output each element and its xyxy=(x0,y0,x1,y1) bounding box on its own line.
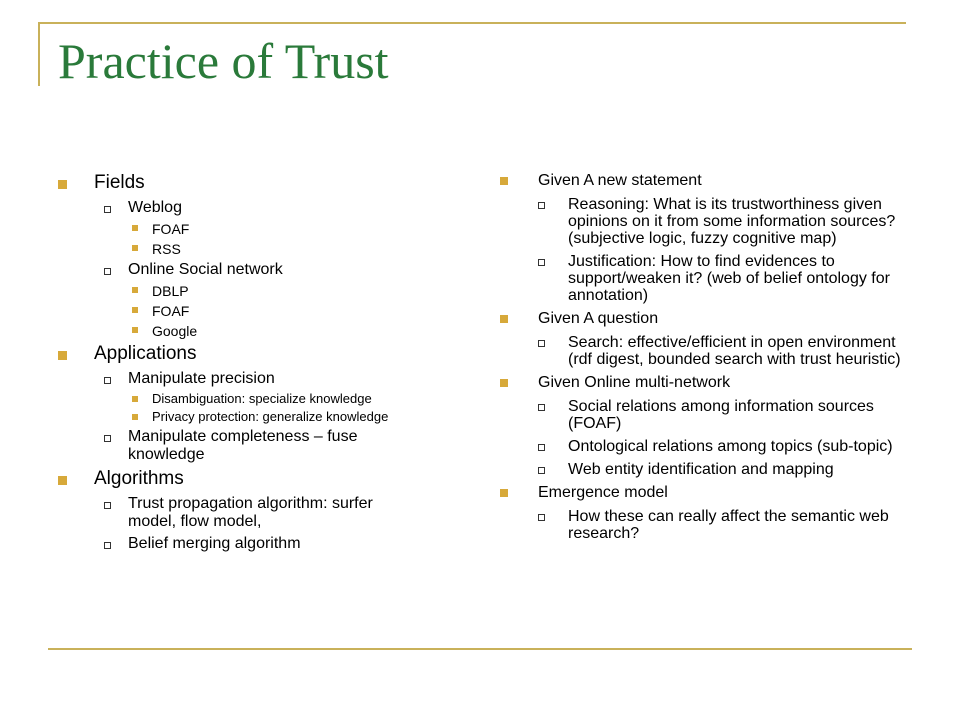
hollow-square-bullet-icon xyxy=(538,340,545,347)
hollow-square-bullet-icon xyxy=(104,542,111,549)
square-bullet-icon xyxy=(58,180,67,189)
sub-bullet-semantic-web: How these can really affect the semantic web research? xyxy=(496,508,916,542)
square-bullet-icon xyxy=(132,287,138,293)
bullet-fields: Fields xyxy=(58,172,418,194)
hollow-square-bullet-icon xyxy=(538,514,545,521)
left-rule xyxy=(38,22,40,86)
bullet-applications: Applications xyxy=(58,343,418,365)
sub-bullet-justification: Justification: How to find evidences to support/weaken it? (web of belief ontology for annotation) xyxy=(496,253,916,304)
sub-sub-bullet: FOAF xyxy=(58,221,418,237)
sub-sub-bullet: Privacy protection: generalize knowledge xyxy=(58,410,418,424)
sub-bullet-completeness: Manipulate completeness – fuse knowledge xyxy=(58,428,418,464)
sub-sub-bullet: FOAF xyxy=(58,303,418,319)
sub-bullet-entity-mapping: Web entity identification and mapping xyxy=(496,461,916,478)
sub-bullet-ontological-relations: Ontological relations among topics (sub-topic) xyxy=(496,438,916,455)
hollow-square-bullet-icon xyxy=(538,404,545,411)
sub-bullet-social-relations: Social relations among information sources (FOAF) xyxy=(496,398,916,432)
bullet-multi-network: Given Online multi-network xyxy=(496,374,916,392)
sub-bullet-social-network: Online Social network xyxy=(58,261,418,279)
sub-bullet-weblog: Weblog xyxy=(58,199,418,217)
square-bullet-icon xyxy=(132,225,138,231)
square-bullet-icon xyxy=(500,379,508,387)
hollow-square-bullet-icon xyxy=(538,467,545,474)
hollow-square-bullet-icon xyxy=(104,435,111,442)
slide-title: Practice of Trust xyxy=(58,33,389,89)
square-bullet-icon xyxy=(58,476,67,485)
right-column xyxy=(496,168,916,548)
bullet-new-statement: Given A new statement xyxy=(496,172,916,190)
square-bullet-icon xyxy=(132,327,138,333)
left-column xyxy=(58,168,418,557)
hollow-square-bullet-icon xyxy=(538,202,545,209)
hollow-square-bullet-icon xyxy=(538,444,545,451)
square-bullet-icon xyxy=(132,396,138,402)
sub-sub-bullet: RSS xyxy=(58,241,418,257)
sub-bullet-search: Search: effective/efficient in open environment (rdf digest, bounded search with trust heuristic) xyxy=(496,334,916,368)
hollow-square-bullet-icon xyxy=(538,259,545,266)
square-bullet-icon xyxy=(58,351,67,360)
hollow-square-bullet-icon xyxy=(104,377,111,384)
sub-sub-bullet: Google xyxy=(58,323,418,339)
square-bullet-icon xyxy=(132,414,138,420)
bullet-emergence-model: Emergence model xyxy=(496,484,916,502)
sub-bullet-precision: Manipulate precision xyxy=(58,370,418,388)
bottom-rule xyxy=(48,648,912,650)
top-rule xyxy=(38,22,906,24)
square-bullet-icon xyxy=(500,315,508,323)
sub-bullet-trust-propagation: Trust propagation algorithm: surfer model, flow model, xyxy=(58,495,418,531)
sub-sub-bullet: DBLP xyxy=(58,283,418,299)
sub-bullet-reasoning: Reasoning: What is its trustworthiness given opinions on it from some information sources? (subjective logic, fuzzy cognitive map) xyxy=(496,196,916,247)
hollow-square-bullet-icon xyxy=(104,268,111,275)
square-bullet-icon xyxy=(500,489,508,497)
bullet-question: Given A question xyxy=(496,310,916,328)
hollow-square-bullet-icon xyxy=(104,206,111,213)
sub-bullet-belief-merging: Belief merging algorithm xyxy=(58,535,418,553)
square-bullet-icon xyxy=(500,177,508,185)
sub-sub-bullet: Disambiguation: specialize knowledge xyxy=(58,392,418,406)
square-bullet-icon xyxy=(132,307,138,313)
hollow-square-bullet-icon xyxy=(104,502,111,509)
bullet-algorithms: Algorithms xyxy=(58,468,418,490)
square-bullet-icon xyxy=(132,245,138,251)
